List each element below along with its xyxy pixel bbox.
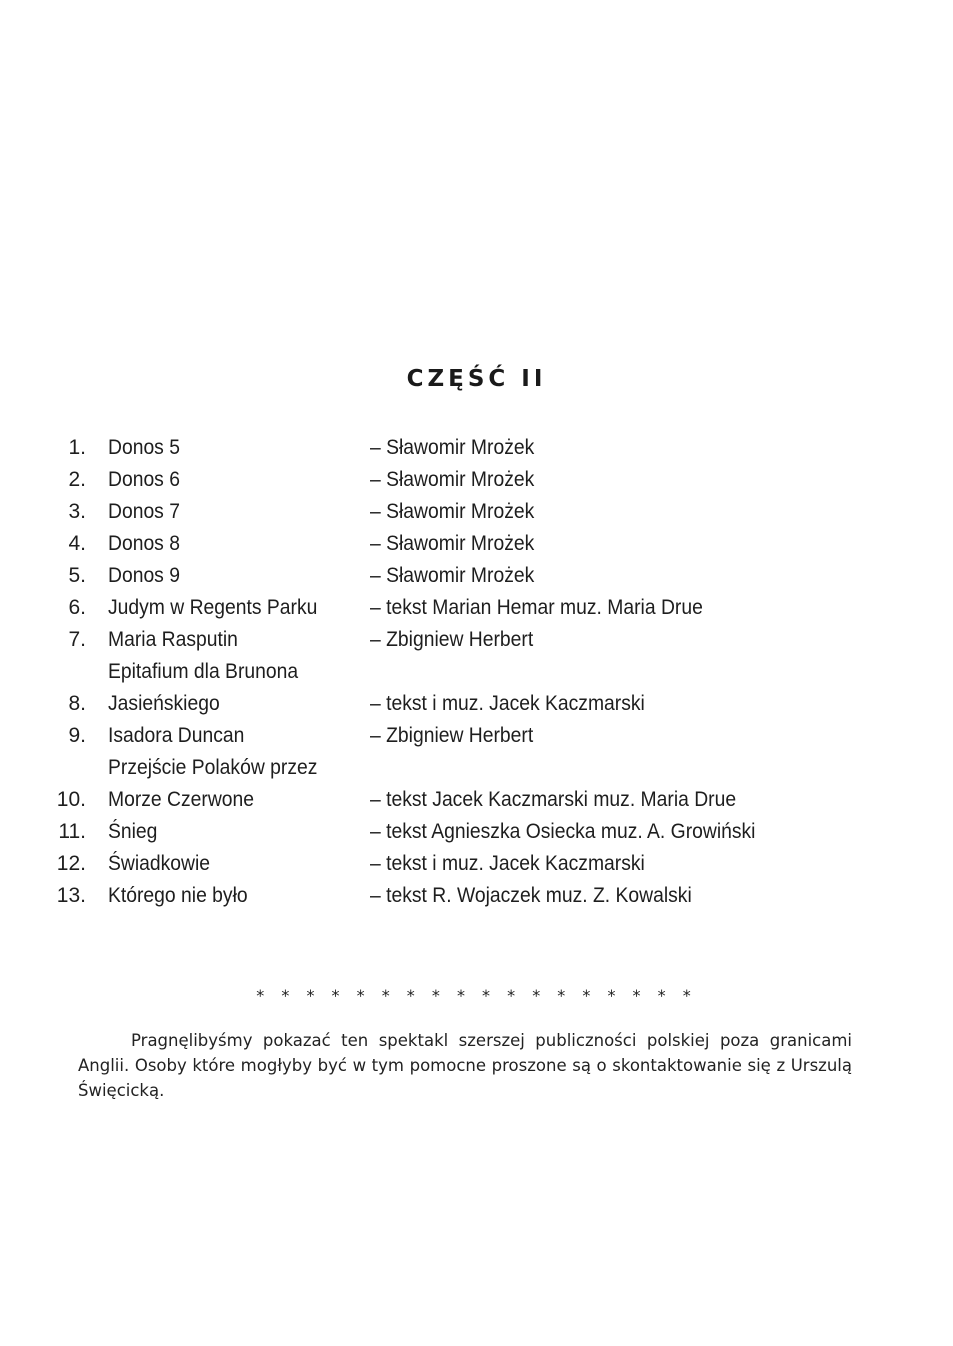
item-credit: – Zbigniew Herbert xyxy=(370,628,534,651)
item-title: Świadkowie xyxy=(108,852,211,875)
item-credit: – tekst i muz. Jacek Kaczmarski xyxy=(370,692,645,715)
item-title: Donos 6 xyxy=(108,468,180,491)
item-number: 8. xyxy=(68,692,86,715)
programme-item xyxy=(0,624,953,656)
programme-item xyxy=(0,592,953,624)
item-title: Isadora Duncan xyxy=(108,724,245,747)
item-number: 6. xyxy=(68,596,86,619)
item-credit: – Sławomir Mrożek xyxy=(370,532,535,555)
programme-item xyxy=(0,656,953,720)
closing-note-text: Pragnęlibyśmy pokazać ten spektakl szerszej publiczności polskiej poza granicami Anglii. Osoby które mogłyby być w tym pomocne proszone są o skontaktowanie się z Urszulą Święcicką. xyxy=(78,1031,852,1100)
item-title: Donos 8 xyxy=(108,532,180,555)
programme-list xyxy=(0,432,953,912)
item-credit: – Sławomir Mrożek xyxy=(370,436,535,459)
programme-item xyxy=(0,816,953,848)
programme-item xyxy=(0,496,953,528)
programme-item xyxy=(0,752,953,816)
item-number: 12. xyxy=(56,852,86,875)
item-credit: – Sławomir Mrożek xyxy=(370,468,535,491)
item-credit: – Sławomir Mrożek xyxy=(370,564,535,587)
item-number: 10. xyxy=(56,788,86,811)
programme-item xyxy=(0,720,953,752)
item-title: Epitafium dla Brunona Jasieńskiego xyxy=(108,660,299,715)
item-title: Donos 5 xyxy=(108,436,180,459)
item-number: 9. xyxy=(68,724,86,747)
item-title: Donos 9 xyxy=(108,564,180,587)
section-heading: CZĘŚĆ II xyxy=(406,366,547,392)
asterisk-divider: * * * * * * * * * * * * * * * * * * xyxy=(256,986,697,1005)
item-credit: – tekst Jacek Kaczmarski muz. Maria Drue xyxy=(370,788,737,811)
programme-item xyxy=(0,560,953,592)
item-credit: – Zbigniew Herbert xyxy=(370,724,534,747)
item-number: 1. xyxy=(68,436,86,459)
item-credit: – Sławomir Mrożek xyxy=(370,500,535,523)
item-credit: – tekst Agnieszka Osiecka muz. A. Growiński xyxy=(370,820,756,843)
programme-item xyxy=(0,432,953,464)
closing-note xyxy=(78,1028,852,1103)
item-title: Judym w Regents Parku xyxy=(108,596,318,619)
item-title: Przejście Polaków przez Morze Czerwone xyxy=(108,756,318,811)
item-number: 2. xyxy=(68,468,86,491)
item-credit: – tekst i muz. Jacek Kaczmarski xyxy=(370,852,645,875)
item-number: 7. xyxy=(68,628,86,651)
item-credit: – tekst R. Wojaczek muz. Z. Kowalski xyxy=(370,884,692,907)
item-number: 4. xyxy=(68,532,86,555)
item-title: Donos 7 xyxy=(108,500,180,523)
item-number: 5. xyxy=(68,564,86,587)
item-title: Śnieg xyxy=(108,820,158,843)
item-number: 3. xyxy=(68,500,86,523)
programme-item xyxy=(0,848,953,880)
programme-item xyxy=(0,528,953,560)
item-title: Którego nie było xyxy=(108,884,248,907)
programme-item xyxy=(0,464,953,496)
item-number: 11. xyxy=(58,820,86,843)
programme-item xyxy=(0,880,953,912)
item-title: Maria Rasputin xyxy=(108,628,238,651)
item-credit: – tekst Marian Hemar muz. Maria Drue xyxy=(370,596,703,619)
item-number: 13. xyxy=(56,884,86,907)
